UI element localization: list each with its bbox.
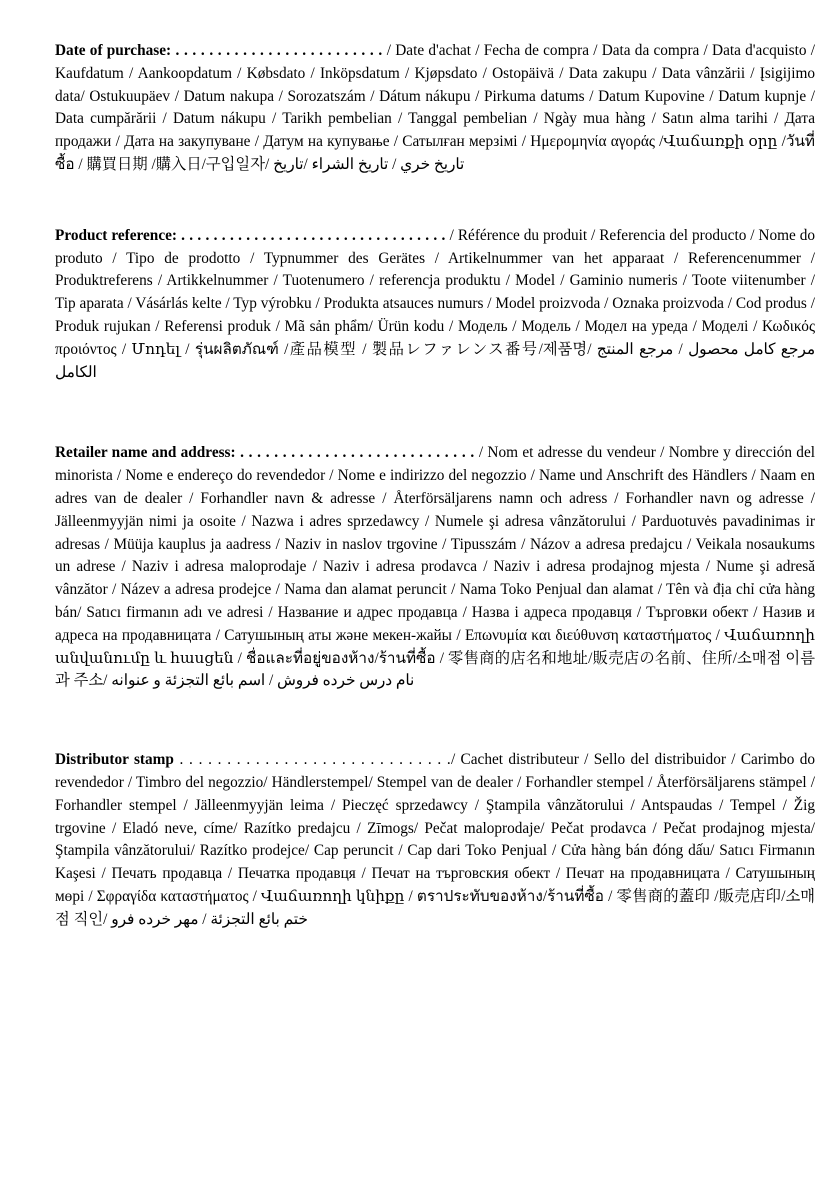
retailer-name-address-field xyxy=(55,442,815,693)
distributor-stamp-blank[interactable]: . . . . . . . . . . . . . . . . . . . . . . . . . . . . . xyxy=(173,751,451,769)
product-reference-blank[interactable]: . . . . . . . . . . . . . . . . . . . . . . . . . . . . . . . . . xyxy=(177,226,450,244)
distributor-stamp-label: Distributor stamp xyxy=(55,751,174,769)
date-of-purchase-label: Date of purchase: xyxy=(55,42,172,59)
product-reference-translations: / Référence du produit / Referencia del producto / Nome do produto / Tipo de prodotto / Typnummer des Gerätes / Artikelnummer van het apparaat / Referencenummer / Produktreferens / Artikkelnummer / Tuotenumero / referencja produktu / Model / Gaminio numeris / Toote viitenumber / Tip aparata / Vásárlás kelte / Typ výrobku / Produkta atsauces numurs / Model proizvoda / Oznaka proizvoda / Cod produs / Produk rujukan / Referensi produk / Mã sản phẩm/ Ürün kodu / Модель / Модель / Модел на уреда / Моделі / Κωδικός προιόντος / Մոդել / รุ่นผลิตภัณฑ์ /產品模型 / 製品レファレンス番号/제품명/ مرجع كامل محصول / مرجع المنتج الكامل xyxy=(55,226,816,381)
date-of-purchase-field xyxy=(55,40,815,177)
retailer-name-address-label: Retailer name and address: xyxy=(55,444,236,462)
product-reference-label: Product reference: xyxy=(55,226,177,244)
distributor-stamp-field xyxy=(55,749,815,931)
retailer-name-address-translations: / Nom et adresse du vendeur / Nombre y dirección del minorista / Nome e endereço do revendedor / Nome e indirizzo del negozzio / Name und Anschrift des Händlers / Naam en adres van de dealer / Forhandler navn & adresse / Återförsäljarens namn och adress / Forhandler navn og adresse / Jälleenmyyjän nimi ja osoite / Nazwa i adres sprzedawcy / Numele şi adresa vânzătorului / Parduotuvės pavadinimas ir adresas / Müüja kauplus ja aadress / Naziv in naslov trgovine / Tipusszám / Názov a adresa predajcu / Veikala nosaukums un adrese / Naziv i adresa maloprodaje / Naziv i adresa prodavca / Naziv i adresa prodajnog mjesta / Nume şi adresă vânzător / Název a adresa prodejce / Nama dan alamat peruncit / Nama Toko Penjual dan alamat / Tên và địa chỉ cửa hàng bán/ Satıcı firmanın adı ve adresi / Название и адрес продавца / Назва і адреса продавця / Търговки обект / Назив и адреса на продавницата / Сатушының аты және мекен-жайы / Επωνυμία και διεύθυνση καταστήματος / Վաճառողի անվանումը և հասցեն / ชื่อและที่อยู่ของห้าง/ร้านที่ซื้อ / 零售商的店名和地址/販売店の名前、住所/소매점 이름과 주소/ نام درس خرده فروش / اسم بائع التجزئة و عنوانه xyxy=(55,444,815,690)
date-of-purchase-translations: / Date d'achat / Fecha de compra / Data da compra / Data d'acquisto / Kaufdatum / Aankoopdatum / Købsdato / Inköpsdatum / Kjøpsdato / Ostopäivä / Data zakupu / Data vânzării / Įsigijimo data/ Ostukuupäev / Datum nakupa / Sorozatszám / Dátum nákupu / Pirkuma datums / Datum Kupovine / Datum kupnje / Data cumpărării / Datum nákupu / Tarikh pembelian / Tanggal pembelian / Ngày mua hàng / Satın alma tarihi / Дата продажи / Дата на закупуване / Датум на купување / Сатылған мерзімі / Ημερομηνία αγοράς /Վաճառքի օրը /วันที่ซื้อ / 購買日期 /購入日/구입일자/ تاريخ خري / تاريخ الشراء /تاريخ xyxy=(55,42,815,173)
warranty-form-page xyxy=(55,40,815,932)
retailer-name-address-blank[interactable]: . . . . . . . . . . . . . . . . . . . . . . . . . . . . xyxy=(235,444,479,462)
product-reference-field xyxy=(55,225,815,385)
date-of-purchase-blank[interactable]: . . . . . . . . . . . . . . . . . . . . . . . . . xyxy=(171,42,387,59)
distributor-stamp-translations: / Cachet distributeur / Sello del distribuidor / Carimbo do revendedor / Timbro del negozzio/ Händlerstempel/ Stempel van de dealer / Forhandler stempel / Återförsäljarens stämpel / Forhandler stempel / Jälleenmyyjän leima / Pieczęć sprzedawcy / Ştampila vânzătorului / Antspaudas / Tempel / Žig trgovine / Eladó neve, címe/ Razítko predajcu / Zīmogs/ Pečat maloprodaje/ Pečat prodavca / Pečat prodajnog mjesta/ Ştampila vânzătorului/ Razítko prodejce/ Cap peruncit / Cap dari Toko Penjual / Cửa hàng bán đóng dấu/ Satıcı Firmanın Kaşesi / Печать продавца / Печатка продавця / Печат на търговския обект / Печат на продавницата / Сатушының мөрі / Σφραγίδα καταστήματος / Վաճառողի կնիքը / ตราประทับของห้าง/ร้านที่ซื้อ / 零售商的蓋印 /販売店印/소매점 직인/ ختم بائع التجزئة / مهر خرده فرو xyxy=(55,751,815,928)
